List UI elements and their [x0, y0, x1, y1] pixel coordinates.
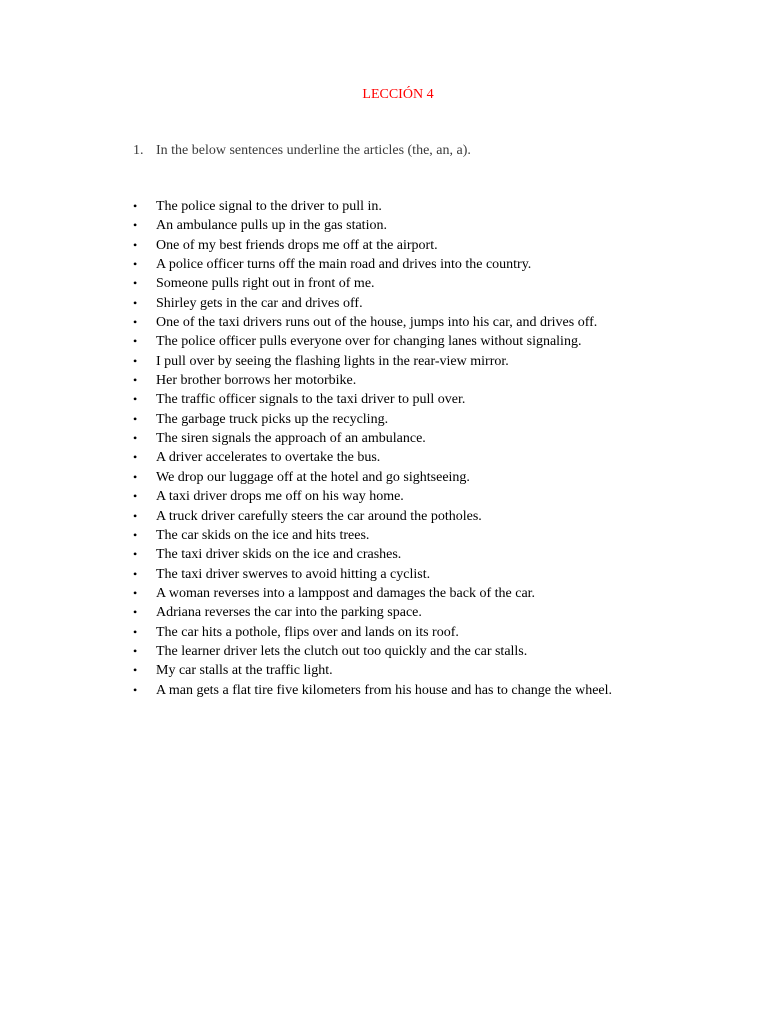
sentence-item	[133, 332, 653, 351]
bullet-icon: •	[133, 624, 138, 639]
sentence-text: The traffic officer signals to the taxi driver to pull over.	[156, 392, 466, 408]
page-title: LECCIÓN 4	[362, 87, 434, 102]
exercise-number: 1.	[133, 143, 144, 158]
sentence-text: An ambulance pulls up in the gas station.	[156, 218, 387, 234]
bullet-icon: •	[133, 605, 138, 620]
sentence-text: The siren signals the approach of an ambulance.	[156, 431, 426, 447]
bullet-icon: •	[133, 489, 138, 504]
bullet-icon: •	[133, 566, 138, 581]
bullet-icon: •	[133, 682, 138, 697]
sentence-text: The car skids on the ice and hits trees.	[156, 527, 370, 543]
bullet-icon: •	[133, 469, 138, 484]
sentence-item	[133, 274, 653, 293]
sentence-text: A woman reverses into a lamppost and damages the back of the car.	[156, 585, 536, 601]
sentence-text: A driver accelerates to overtake the bus.	[156, 450, 381, 466]
sentence-text: The car hits a pothole, flips over and lands on its roof.	[156, 624, 459, 640]
sentence-item	[133, 526, 653, 545]
bullet-icon: •	[133, 547, 138, 562]
bullet-icon: •	[133, 218, 138, 233]
sentence-text: The taxi driver swerves to avoid hitting a cyclist.	[156, 566, 431, 582]
sentence-item	[133, 294, 653, 313]
sentence-item	[133, 448, 653, 467]
bullet-icon: •	[133, 257, 138, 272]
sentence-item	[133, 197, 653, 216]
bullet-icon: •	[133, 237, 138, 252]
sentence-item	[133, 545, 653, 564]
bullet-icon: •	[133, 392, 138, 407]
sentence-text: A man gets a flat tire five kilometers from his house and has to change the wheel.	[156, 682, 613, 698]
sentence-item	[133, 429, 653, 448]
bullet-icon: •	[133, 411, 138, 426]
bullet-icon: •	[133, 373, 138, 388]
sentence-text: A police officer turns off the main road and drives into the country.	[156, 257, 532, 273]
sentence-item	[133, 236, 653, 255]
sentence-text: One of my best friends drops me off at the airport.	[156, 237, 438, 253]
bullet-icon: •	[133, 431, 138, 446]
sentence-item	[133, 507, 653, 526]
sentence-item	[133, 352, 653, 371]
sentence-text: I pull over by seeing the flashing lights in the rear-view mirror.	[156, 353, 509, 369]
sentence-text: My car stalls at the traffic light.	[156, 663, 333, 679]
bullet-icon: •	[133, 315, 138, 330]
sentence-item	[133, 313, 653, 332]
bullet-icon: •	[133, 663, 138, 678]
bullet-icon: •	[133, 353, 138, 368]
sentence-item	[133, 623, 653, 642]
bullet-icon: •	[133, 585, 138, 600]
sentence-item	[133, 410, 653, 429]
sentence-item	[133, 565, 653, 584]
sentence-item	[133, 584, 653, 603]
sentence-item	[133, 681, 653, 700]
sentence-item	[133, 216, 653, 235]
sentence-text: Adriana reverses the car into the parking space.	[156, 605, 422, 621]
sentence-item	[133, 255, 653, 274]
sentence-text: The police signal to the driver to pull in.	[156, 199, 382, 214]
sentence-list	[133, 197, 653, 700]
bullet-icon: •	[133, 199, 138, 213]
sentence-text: Her brother borrows her motorbike.	[156, 373, 357, 389]
exercise-instruction	[133, 142, 471, 160]
sentence-item	[133, 642, 653, 661]
sentence-text: The police officer pulls everyone over for changing lanes without signaling.	[156, 334, 582, 350]
sentence-item	[133, 487, 653, 506]
sentence-text: The garbage truck picks up the recycling.	[156, 411, 389, 427]
sentence-text: We drop our luggage off at the hotel and go sightseeing.	[156, 469, 470, 485]
sentence-item	[133, 468, 653, 487]
sentence-item	[133, 661, 653, 680]
sentence-text: The taxi driver skids on the ice and crashes.	[156, 547, 402, 563]
bullet-icon: •	[133, 527, 138, 542]
bullet-icon: •	[133, 643, 138, 658]
bullet-icon: •	[133, 276, 138, 291]
sentence-text: Someone pulls right out in front of me.	[156, 276, 375, 292]
bullet-icon: •	[133, 295, 138, 310]
bullet-icon: •	[133, 508, 138, 523]
sentence-text: The learner driver lets the clutch out too quickly and the car stalls.	[156, 643, 528, 659]
bullet-icon: •	[133, 334, 138, 349]
sentence-text: Shirley gets in the car and drives off.	[156, 295, 363, 311]
sentence-item	[133, 603, 653, 622]
exercise-text: In the below sentences underline the articles (the, an, a).	[156, 143, 471, 158]
sentence-item	[133, 371, 653, 390]
sentence-text: A taxi driver drops me off on his way home.	[156, 489, 404, 505]
sentence-text: A truck driver carefully steers the car around the potholes.	[156, 508, 482, 524]
bullet-icon: •	[133, 450, 138, 465]
sentence-text: One of the taxi drivers runs out of the house, jumps into his car, and drives off.	[156, 315, 598, 331]
sentence-item	[133, 390, 653, 409]
